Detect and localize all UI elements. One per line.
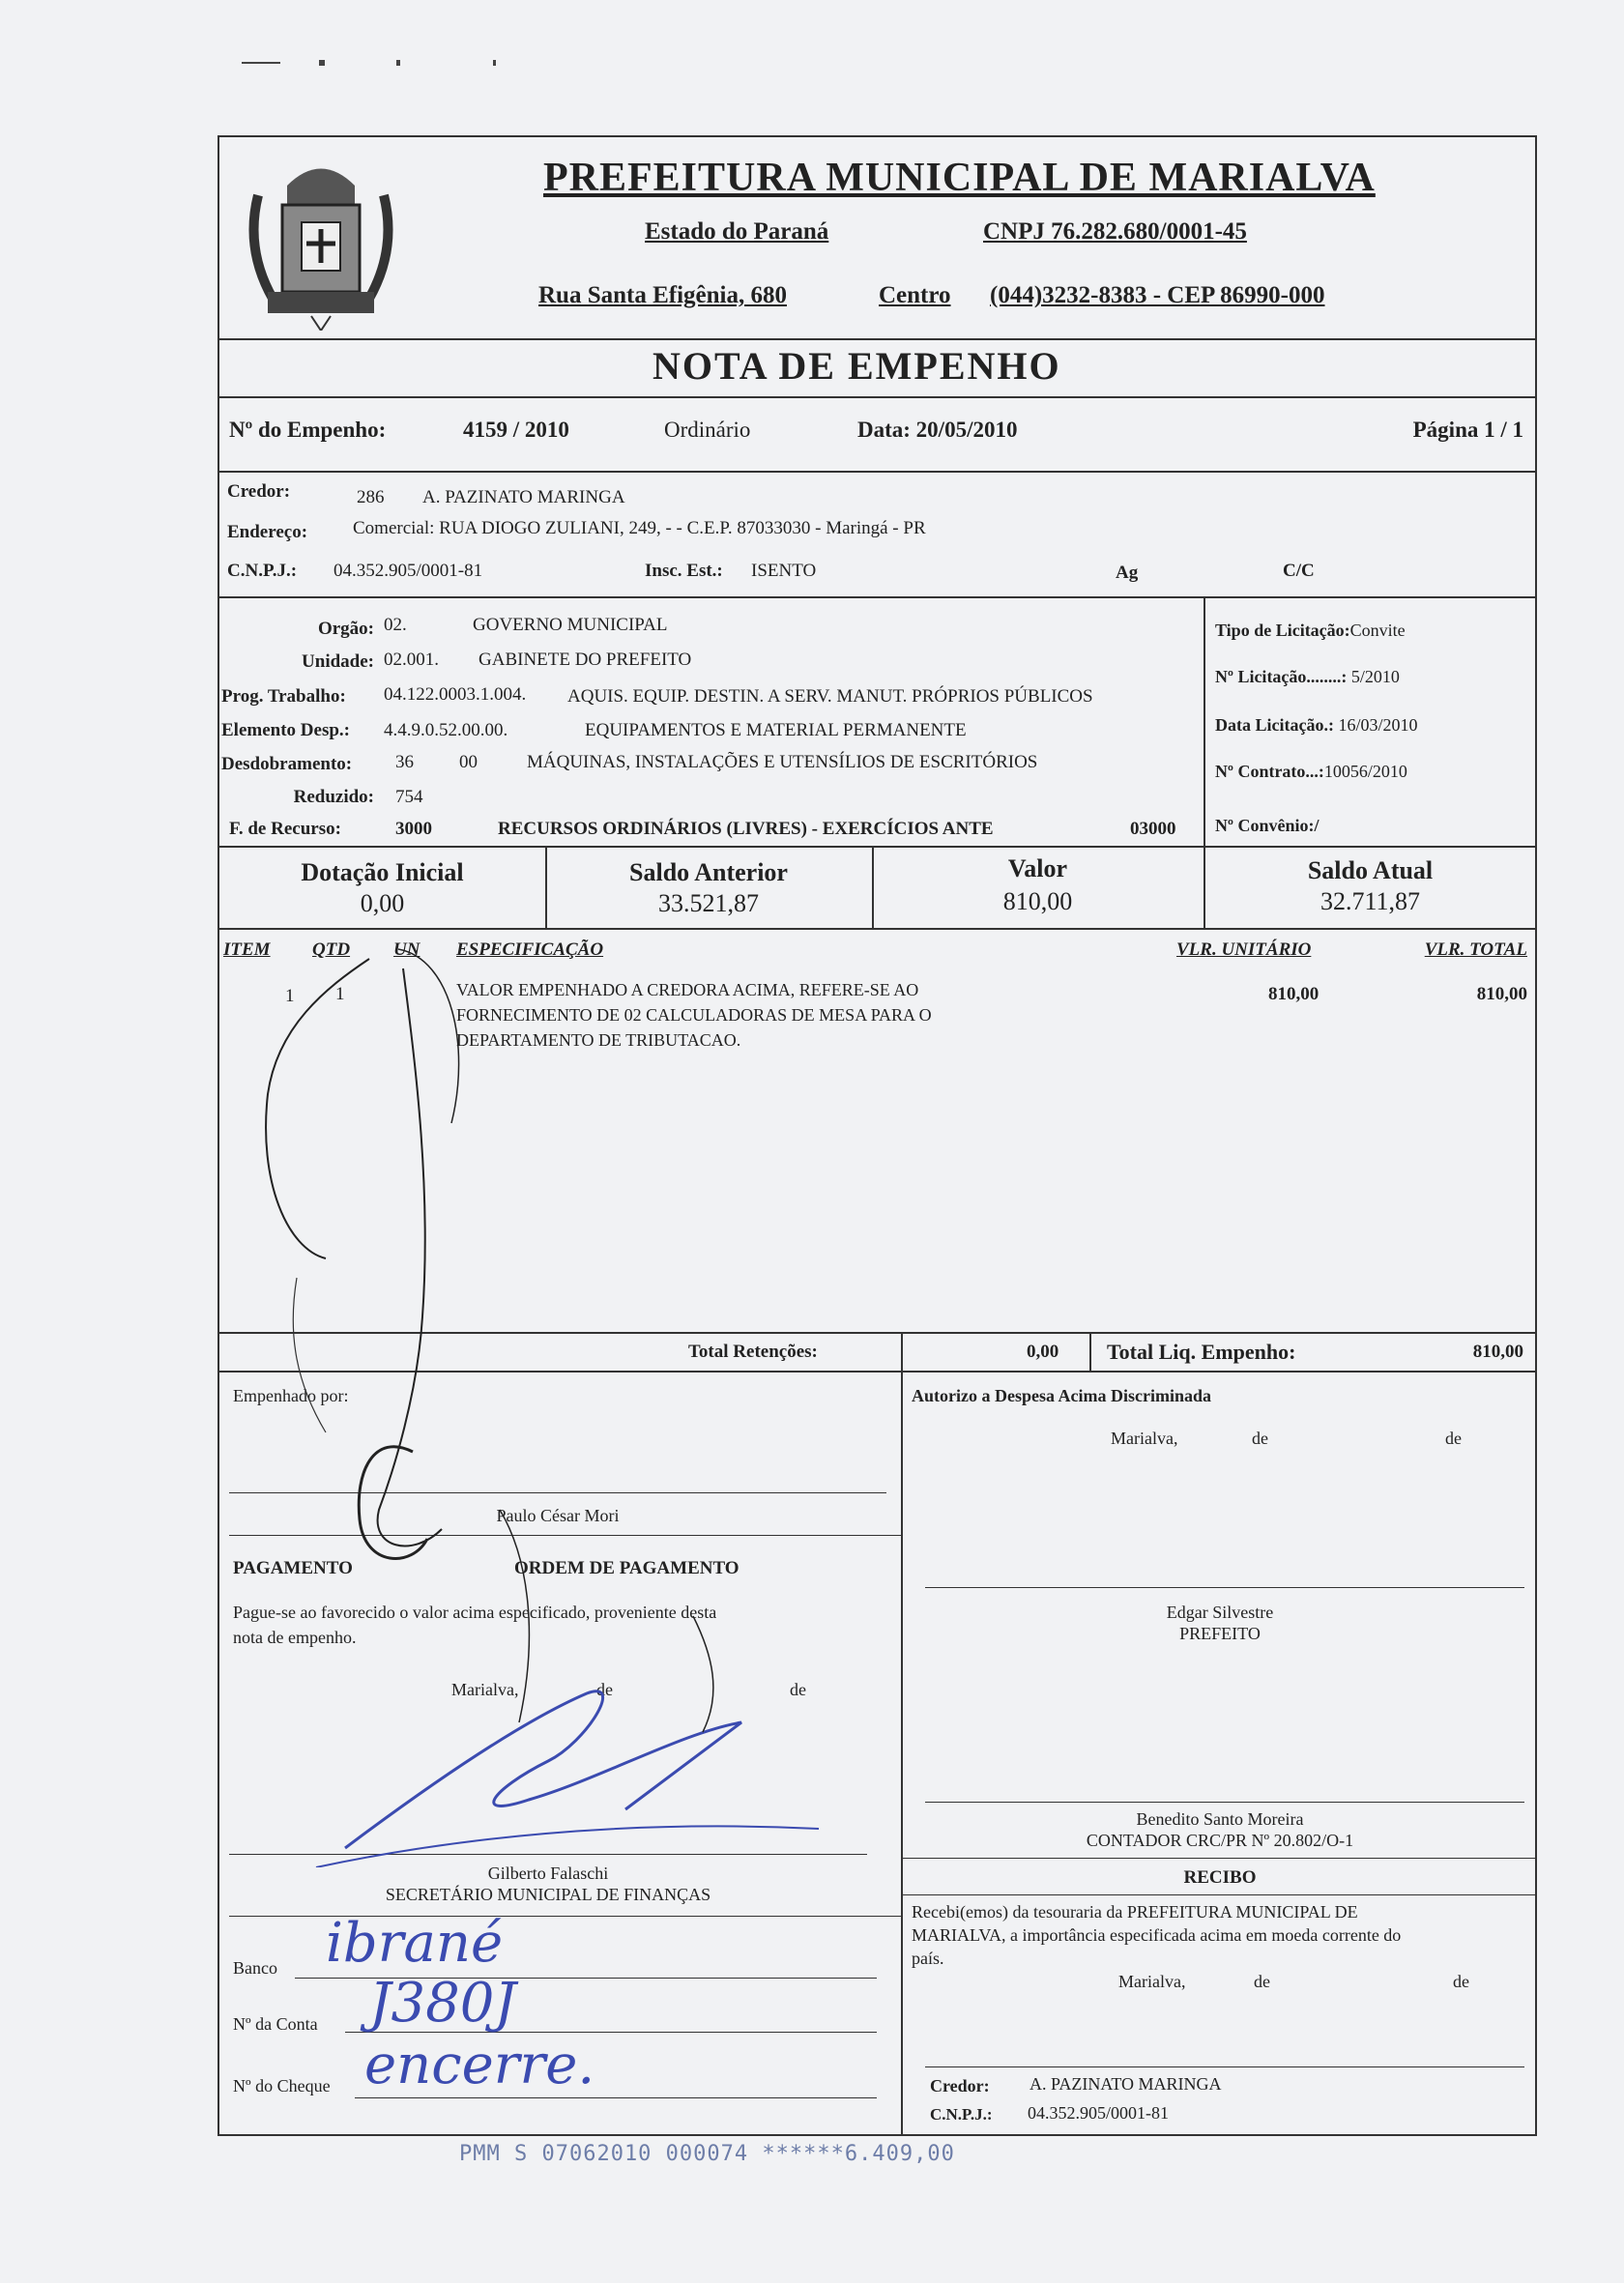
de-right-2: de (1445, 1429, 1462, 1448)
cnpj-label: CNPJ 76.282.680/0001-45 (983, 218, 1247, 245)
signature-scribble-2 (277, 1500, 857, 1867)
valor-label: Valor (1007, 854, 1068, 882)
nota-de-empenho-form (218, 135, 1537, 2136)
insc-label: Insc. Est.: (645, 561, 723, 581)
total-retencoes-value: 0,00 (1027, 1342, 1059, 1362)
pague-text-line1: Pague-se ao favorecido o valor acima especificado, proveniente desta (233, 1603, 717, 1622)
recibo-credor-name: A. PAZINATO MARINGA (1030, 2074, 1222, 2094)
saldo-atual-label: Saldo Atual (1307, 856, 1434, 884)
item-number: 1 (285, 986, 295, 1006)
col-especificacao: ESPECIFICAÇÃO (456, 939, 604, 960)
contador-name: Benedito Santo Moreira (1136, 1809, 1304, 1829)
prog-code: 04.122.0003.1.004. (384, 684, 527, 705)
orgao-label: Orgão: (317, 619, 374, 639)
convenio-label: Nº Convênio:/ (1215, 816, 1320, 835)
orgao-name: GOVERNO MUNICIPAL (473, 615, 668, 635)
item-spec-line2: FORNECIMENTO DE 02 CALCULADORAS DE MESA PARA O (456, 1005, 932, 1025)
page-number: Página 1 / 1 (1412, 418, 1523, 442)
address-label: Rua Santa Efigênia, 680 (538, 282, 787, 308)
pague-text-line2: nota de empenho. (233, 1628, 357, 1647)
credor-name: A. PAZINATO MARINGA (422, 487, 625, 507)
col-vlr-total: VLR. TOTAL (1424, 939, 1527, 960)
state-label: Estado do Paraná (645, 218, 829, 245)
prefeito-role: PREFEITO (1179, 1624, 1261, 1643)
elemento-code: 4.4.9.0.52.00.00. (384, 720, 508, 740)
signer-2-role: SECRETÁRIO MUNICIPAL DE FINANÇAS (385, 1885, 711, 1904)
cnpj-field-label: C.N.P.J.: (227, 561, 298, 581)
licitacao-date-label: Data Licitação.: 16/03/2010 (1215, 715, 1418, 735)
unidade-name: GABINETE DO PREFEITO (478, 650, 692, 670)
contador-role: CONTADOR CRC/PR Nº 20.802/O-1 (1086, 1831, 1354, 1850)
recibo-text-line1: Recebi(emos) da tesouraria da PREFEITURA MUNICIPAL DE (912, 1902, 1358, 1922)
reduzido-code: 754 (395, 787, 423, 807)
recibo-credor-label: Credor: (930, 2076, 990, 2095)
reduzido-label: Reduzido: (293, 787, 374, 807)
recibo-text-line3: país. (912, 1949, 944, 1968)
document-title: NOTA DE EMPENHO (652, 344, 1061, 388)
page-title: PREFEITURA MUNICIPAL DE MARIALVA (543, 156, 1376, 200)
total-retencoes-label: Total Retenções: (688, 1342, 818, 1362)
saldo-anterior-value: 33.521,87 (658, 889, 759, 917)
item-spec-line1: VALOR EMPENHADO A CREDORA ACIMA, REFERE-SE AO (456, 980, 919, 999)
empenho-label: Nº do Empenho: (229, 418, 387, 442)
licitacao-number-label: Nº Licitação........: 5/2010 (1215, 667, 1400, 686)
item-total-value: 810,00 (1476, 984, 1527, 1004)
marialva-recibo: Marialva, (1118, 1972, 1186, 1991)
top-mark (242, 60, 503, 66)
item-spec-line3: DEPARTAMENTO DE TRIBUTACAO. (456, 1030, 741, 1050)
credor-cnpj: 04.352.905/0001-81 (334, 561, 483, 581)
recurso-name: RECURSOS ORDINÁRIOS (LIVRES) - EXERCÍCIOS ANTE (498, 819, 994, 839)
recibo-cnpj-label: C.N.P.J.: (930, 2105, 993, 2124)
pagamento-label: PAGAMENTO (233, 1558, 353, 1578)
item-unit-value: 810,00 (1268, 984, 1320, 1004)
signature-scribble-1 (219, 930, 915, 1587)
total-liquido-value: 810,00 (1472, 1342, 1523, 1362)
prog-name: AQUIS. EQUIP. DESTIN. A SERV. MANUT. PRÓPRIOS PÚBLICOS (567, 686, 1093, 707)
bank-stamp: PMM S 07062010 000074 ******6.409,00 (459, 2142, 955, 2166)
signer-2-name: Gilberto Falaschi (487, 1864, 609, 1883)
phone-cep-label: (044)3232-8383 - CEP 86990-000 (990, 282, 1325, 308)
agency-label: Ag (1116, 563, 1139, 583)
marialva-right: Marialva, (1111, 1429, 1178, 1448)
cheque-label: Nº do Cheque (233, 2076, 331, 2095)
recurso-code: 3000 (395, 819, 432, 839)
de-right-1: de (1252, 1429, 1268, 1448)
credor-label: Credor: (227, 481, 291, 502)
col-item: ITEM (223, 939, 271, 960)
recibo-label: RECIBO (1183, 1867, 1257, 1888)
saldo-atual-value: 32.711,87 (1320, 887, 1421, 915)
address-field-label: Endereço: (227, 522, 308, 542)
marialva-left: Marialva, (451, 1680, 519, 1699)
desdobramento-code: 36 (395, 752, 414, 772)
col-qtd: QTD (312, 939, 351, 960)
empenhado-por-label: Empenhado por: (233, 1386, 349, 1405)
prog-label: Prog. Trabalho: (221, 686, 346, 707)
conta-handwritten: J380J (369, 1972, 516, 2035)
desdobramento-sub: 00 (459, 752, 478, 772)
credor-code: 286 (357, 487, 385, 507)
signer-1-name: Paulo César Mori (496, 1506, 620, 1525)
municipal-crest-icon (229, 147, 413, 331)
de-left-1: de (596, 1680, 613, 1699)
elemento-label: Elemento Desp.: (221, 720, 350, 740)
banco-label: Banco (233, 1958, 277, 1978)
desdobramento-label: Desdobramento: (221, 754, 353, 774)
tipo-licitacao-label: Tipo de Licitação:Convite (1215, 621, 1406, 640)
recurso-number: 03000 (1130, 819, 1176, 839)
saldo-anterior-label: Saldo Anterior (629, 858, 788, 886)
account-label: C/C (1283, 561, 1315, 581)
dotacao-value: 0,00 (360, 889, 405, 917)
banco-handwritten: ibrané (326, 1912, 504, 1975)
empenho-type: Ordinário (664, 418, 751, 442)
valor-value: 810,00 (1002, 887, 1073, 915)
de-recibo-1: de (1254, 1972, 1270, 1991)
empenho-date: Data: 20/05/2010 (857, 418, 1018, 442)
conta-label: Nº da Conta (233, 2014, 318, 2034)
desdobramento-name: MÁQUINAS, INSTALAÇÕES E UTENSÍLIOS DE ESCRITÓRIOS (527, 752, 1038, 772)
cheque-handwritten: encerre. (364, 2034, 595, 2096)
ordem-pagamento-label: ORDEM DE PAGAMENTO (514, 1558, 740, 1578)
credor-address: Comercial: RUA DIOGO ZULIANI, 249, - - C.E.P. 87033030 - Maringá - PR (353, 518, 926, 538)
col-un: UN (393, 939, 420, 960)
unidade-code: 02.001. (384, 650, 439, 670)
prefeito-name: Edgar Silvestre (1166, 1603, 1274, 1622)
autorizo-label: Autorizo a Despesa Acima Discriminada (912, 1386, 1211, 1405)
de-recibo-2: de (1453, 1972, 1469, 1991)
orgao-code: 02. (384, 615, 407, 635)
empenho-number: 4159 / 2010 (463, 418, 569, 442)
recibo-text-line2: MARIALVA, a importância especificada acima em moeda corrente do (912, 1925, 1402, 1945)
insc-value: ISENTO (751, 561, 817, 581)
district-label: Centro (879, 282, 951, 308)
col-vlr-unitario: VLR. UNITÁRIO (1176, 939, 1312, 960)
elemento-name: EQUIPAMENTOS E MATERIAL PERMANENTE (585, 720, 967, 740)
de-left-2: de (790, 1680, 806, 1699)
contrato-label: Nº Contrato...:10056/2010 (1215, 762, 1407, 781)
recurso-label: F. de Recurso: (229, 819, 341, 839)
dotacao-label: Dotação Inicial (301, 858, 464, 886)
total-liquido-label: Total Liq. Empenho: (1107, 1340, 1296, 1364)
unidade-label: Unidade: (302, 651, 374, 672)
item-qtd: 1 (335, 984, 345, 1004)
recibo-cnpj-value: 04.352.905/0001-81 (1028, 2103, 1169, 2123)
